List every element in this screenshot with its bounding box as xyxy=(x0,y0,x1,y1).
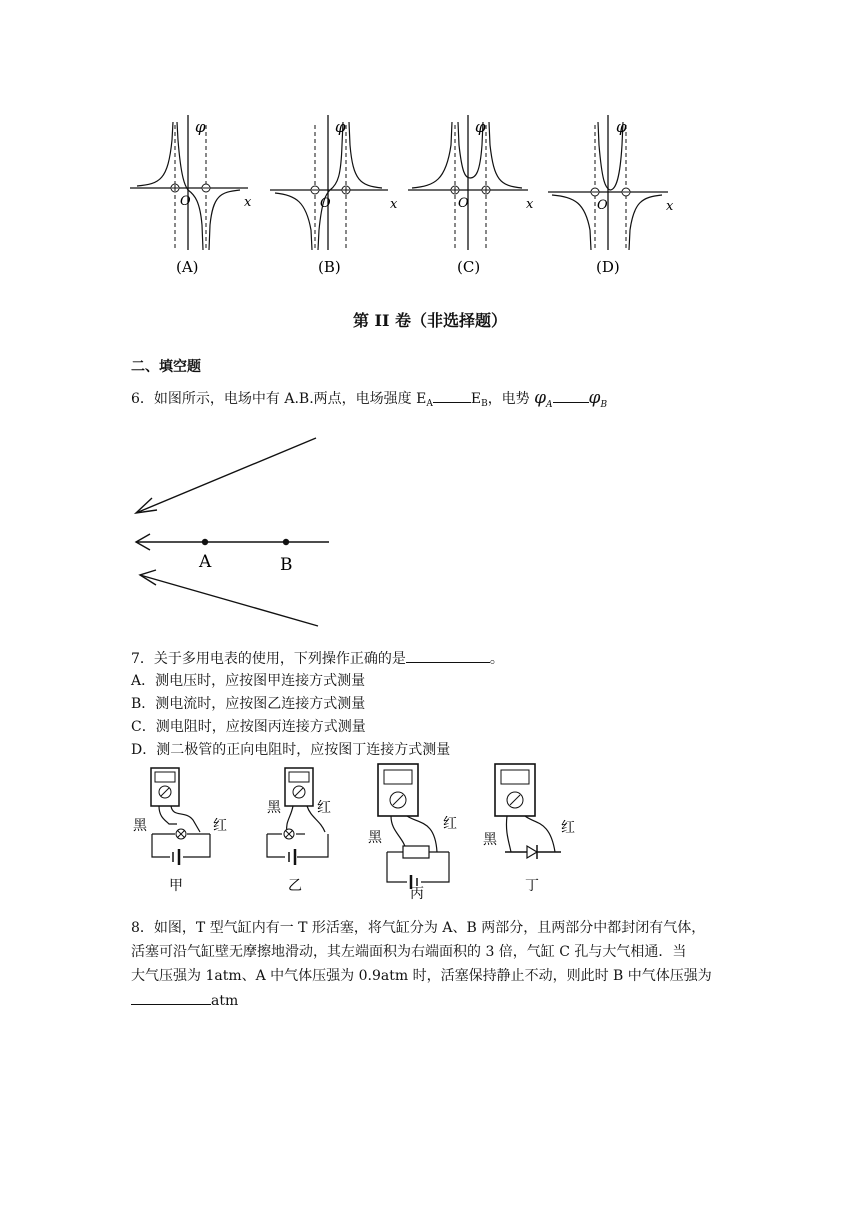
q7-stem-end: 。 xyxy=(489,651,504,667)
q6-blank-e[interactable] xyxy=(433,388,471,403)
graph-a-x-label: x xyxy=(244,195,252,210)
q6-phi-b: φ xyxy=(588,388,601,408)
field-lines-figure xyxy=(120,430,350,630)
q6-text: 6．如图所示，电场中有 A.B.两点，电场强度 $E_A$ $E_B$，电势 $\varphi_A$ $\varphi_B$ xyxy=(131,388,608,410)
q6-phi-a: φ xyxy=(534,388,547,408)
bing-black-label: 黑 xyxy=(368,830,382,846)
point-a-dot xyxy=(202,539,208,545)
q6-sub-a: A xyxy=(426,399,433,409)
q7-option-b: B．测电流时，应按图乙连接方式测量 xyxy=(131,696,366,712)
q6-phi-sub-b: B xyxy=(600,400,608,410)
q7-blank[interactable] xyxy=(406,648,490,663)
point-a-label: A xyxy=(199,552,212,572)
graph-b-x-label: x xyxy=(390,197,398,212)
jia-red-label: 红 xyxy=(213,818,227,834)
section-title: 第 II 卷（非选择题） xyxy=(352,311,508,330)
jia-black-label: 黑 xyxy=(133,818,147,834)
q7-option-a: A．测电压时，应按图甲连接方式测量 xyxy=(131,673,366,689)
bing-label: 丙 xyxy=(410,886,424,900)
graph-c-x-label: x xyxy=(526,197,534,212)
point-b-dot xyxy=(283,539,289,545)
q6-sub-b: B xyxy=(481,399,488,409)
ding-red-label: 红 xyxy=(561,820,575,836)
option-b-label: (B) xyxy=(318,258,341,276)
point-b-label: B xyxy=(280,555,293,575)
section-heading: 二、填空题 xyxy=(131,359,201,375)
graph-a-phi-label: φ xyxy=(195,118,206,136)
q8-unit: atm xyxy=(211,993,239,1009)
graph-d xyxy=(548,115,674,276)
q8-line2: 活塞可沿气缸壁无摩擦地滑动，其左端面积为右端面积的 3 倍，气缸 C 孔与大气相通．当 xyxy=(131,944,687,960)
graph-d-x-label: x xyxy=(666,199,674,214)
graph-a-origin: O xyxy=(180,194,191,209)
yi-black-label: 黑 xyxy=(267,800,281,816)
q6-prefix: 6．如图所示，电场中有 A.B.两点，电场强度 E xyxy=(131,391,427,407)
graph-c-origin: O xyxy=(458,196,469,211)
graph-c-phi-label: φ xyxy=(475,118,486,136)
q8-line3: 大气压强为 1atm、A 中气体压强为 0.9atm 时，活塞保持静止不动，则此时 B 中气体压强为 xyxy=(131,968,712,984)
option-c-label: (C) xyxy=(457,258,481,276)
graph-d-origin: O xyxy=(597,198,608,213)
bing-red-label: 红 xyxy=(443,816,457,832)
q8-line1: 8．如图，T 型气缸内有一 T 形活塞，将气缸分为 A、B 两部分，且两部分中都封闭有气体， xyxy=(131,920,706,936)
q7-stem-text: 7．关于多用电表的使用，下列操作正确的是 xyxy=(131,651,406,667)
q7-stem xyxy=(131,648,504,669)
circuit-yi xyxy=(267,768,331,894)
graph-b-phi-label: φ xyxy=(335,118,346,136)
option-a-label: (A) xyxy=(176,258,199,276)
q8-blank[interactable] xyxy=(131,990,211,1005)
option-d-label: (D) xyxy=(596,258,620,276)
phi-graphs-figure xyxy=(0,100,860,285)
q6-mid: ，电势 xyxy=(487,391,530,407)
q6-blank-phi[interactable] xyxy=(553,388,589,403)
yi-red-label: 红 xyxy=(317,800,331,816)
graph-d-phi-label: φ xyxy=(616,118,627,136)
q7-option-c: C．测电阻时，应按图丙连接方式测量 xyxy=(131,719,366,735)
q7-option-d: D．测二极管的正向电阻时，应按图丁连接方式测量 xyxy=(131,742,451,758)
circuit-bing xyxy=(368,764,457,900)
graph-b-origin: O xyxy=(320,196,331,211)
graph-b xyxy=(270,115,398,276)
q6-phi-sub-a: A xyxy=(546,400,553,410)
ding-label: 丁 xyxy=(525,878,539,894)
graph-a xyxy=(130,115,252,276)
q8-answer-line xyxy=(131,990,238,1011)
ding-black-label: 黑 xyxy=(483,832,497,848)
jia-label: 甲 xyxy=(169,878,183,894)
multimeter-circuits-figure xyxy=(125,762,625,900)
graph-c xyxy=(408,115,534,276)
circuit-ding xyxy=(483,764,575,894)
circuit-jia xyxy=(133,768,227,894)
yi-label: 乙 xyxy=(288,878,302,894)
